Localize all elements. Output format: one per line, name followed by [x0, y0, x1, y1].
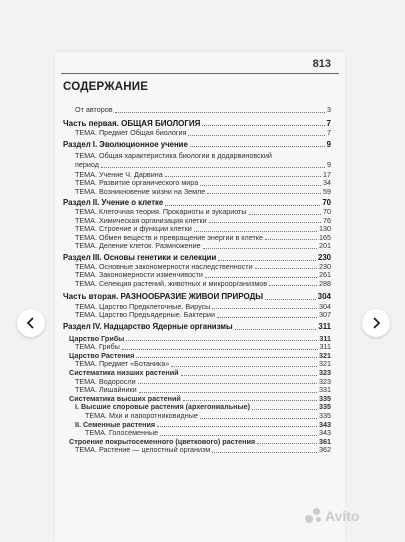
toc-entry: ТЕМА. Селекция растений, животных и микроорганизмов 288 [75, 278, 331, 288]
toc-entry: ТЕМА. Клеточная теория. Прокариоты и эукариоты 70 [75, 206, 331, 216]
toc-subsection: II. Семенные растения 343 [75, 419, 331, 429]
toc-entry: От авторов 3 [75, 105, 331, 114]
toc-section: Раздел I. Эволюционное учение 9 [63, 139, 331, 149]
toc-entry: ТЕМА. Обмен веществ и превращение энергии в клетке 165 [75, 232, 331, 242]
toc-entry: ТЕМА. Грибы 311 [75, 342, 331, 352]
toc-part: Часть первая. ОБЩАЯ БИОЛОГИЯ 7 [63, 118, 331, 128]
chevron-right-icon [370, 317, 382, 329]
toc-entry: ТЕМА. Основные закономерности наследственности 230 [75, 261, 331, 271]
toc-entry: ТЕМА. Предмет «Ботаника» 321 [75, 359, 331, 369]
chevron-left-icon [25, 317, 37, 329]
toc-entry: ТЕМА. Развитие органического мира 34 [75, 178, 331, 188]
toc-entry: ТЕМА. Деление клеток. Размножение 201 [75, 241, 331, 251]
toc-subsection: Строение покрытосеменного (цветкового) растения 361 [69, 436, 331, 446]
toc-subsection: Систематика высших растений 335 [69, 393, 331, 403]
toc-entry: ТЕМА. Голосеменные 343 [85, 428, 331, 438]
header-rule [61, 73, 339, 74]
toc-entry: ТЕМА. Царство Предклеточные. Вирусы 304 [75, 301, 331, 311]
book-page [55, 52, 345, 542]
toc-entry: ТЕМА. Водоросли 323 [75, 376, 331, 386]
toc-entry: ТЕМА. Лишайники 331 [75, 385, 331, 395]
toc-entry: ТЕМА. Растение — целостный организм 362 [75, 445, 331, 455]
avito-watermark [305, 508, 359, 524]
toc-part: Часть вторая. РАЗНООБРАЗИЕ ЖИВОЙ ПРИРОДЫ 304 [63, 292, 331, 302]
toc-entry: ТЕМА. Царство Предъядерные. Бактерии 307 [75, 310, 331, 320]
watermark-text: Avito [325, 508, 360, 524]
toc-subsection: Царство Грибы 311 [69, 333, 331, 343]
toc-subsection: Царство Растения 321 [69, 350, 331, 360]
toc-subsection: Систематика низших растений 323 [69, 368, 331, 378]
toc-entry: ТЕМА. Химическая организация клетки 76 [75, 215, 331, 225]
toc-entry: ТЕМА. Учение Ч. Дарвина 17 [75, 169, 331, 179]
table-of-contents [63, 105, 331, 455]
page-number: 813 [312, 58, 331, 70]
toc-entry: ТЕМА. Мхи и папоротниковидные 335 [85, 411, 331, 420]
toc-entry: ТЕМА. Предмет Общая биология 7 [75, 128, 331, 138]
toc-entry: ТЕМА. Строение и функции клетки 130 [75, 224, 331, 234]
toc-section: Раздел III. Основы генетики и селекции 230 [63, 252, 331, 262]
toc-heading: СОДЕРЖАНИЕ [63, 81, 149, 93]
toc-entry: ТЕМА. Закономерности изменчивости 261 [75, 270, 331, 280]
avito-logo-icon [305, 508, 323, 524]
toc-section: Раздел IV. Надцарство Ядерные организмы 311 [63, 322, 331, 332]
previous-image-button[interactable] [17, 309, 45, 337]
toc-section: Раздел II. Учение о клетке 70 [63, 198, 331, 208]
toc-subsection: I. Высшие споровые растения (архегониальные) 335 [75, 402, 331, 412]
toc-entry: ТЕМА. Общая характеристика биологии в додарвиновский период 9 [75, 151, 331, 169]
next-image-button[interactable] [362, 309, 390, 337]
toc-entry: ТЕМА. Возникновение жизни на Земле 59 [75, 186, 331, 196]
